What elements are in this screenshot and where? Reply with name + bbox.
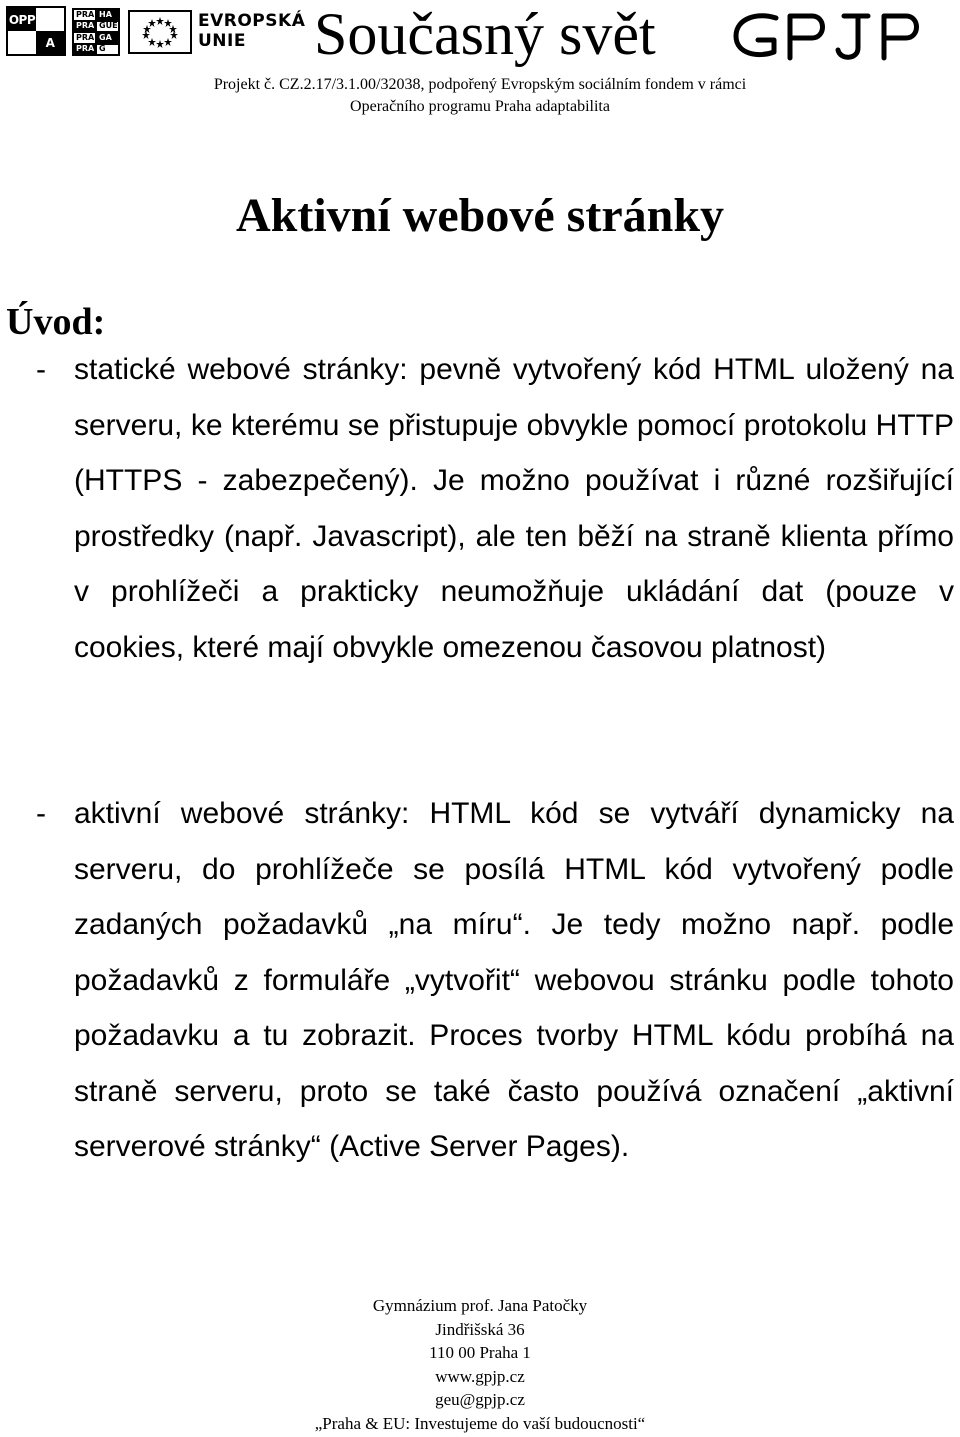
eu-stars-icon xyxy=(136,14,184,50)
praha-logo-cell: GUE xyxy=(96,21,119,33)
footer-street: Jindřišská 36 xyxy=(435,1319,525,1339)
praha-logo-cell: PRA xyxy=(73,9,96,21)
opp-logo-cell xyxy=(36,8,64,31)
opp-logo-cell xyxy=(8,31,36,54)
praha-logo xyxy=(72,8,120,56)
project-info-line: Operačního programu Praha adaptabilita xyxy=(350,98,610,115)
eu-logo-text xyxy=(198,12,305,51)
praha-logo-cell: HA xyxy=(96,9,119,21)
praha-logo-cell: PRA xyxy=(73,32,96,44)
page-footer xyxy=(0,1294,960,1435)
eu-flag-icon xyxy=(128,10,192,54)
brand-title: Současný svět xyxy=(314,1,656,67)
footer-web: www.gpjp.cz xyxy=(435,1366,525,1386)
page-title: Aktivní webové stránky xyxy=(235,189,725,242)
bullet-active-pages: - aktivní webové stránky: HTML kód se vytváří dynamicky na serveru, do prohlížeče se posílá HTML kód vytvořený podle zadaných požadavků „na míru“. Je tedy možno např. podle požadavků z formuláře „vytvořit“ webovou stránku podle tohoto požadavku a tu zobrazit. Proces tvorby HTML kódu probíhá na straně serveru, proto se také často používá označení „aktivní serverové stránky“ (Active Server Pages). xyxy=(74,786,954,1175)
praha-logo-cell: PRA xyxy=(73,44,96,56)
opp-logo xyxy=(6,6,66,56)
footer-city: 110 00 Praha 1 xyxy=(429,1343,531,1362)
footer-email: geu@gpjp.cz xyxy=(435,1390,525,1409)
eu-logo-text-line: EVROPSKÁ xyxy=(198,11,306,31)
praha-logo-cell: PRA xyxy=(73,21,96,33)
eu-logo-text-line: UNIE xyxy=(198,30,246,51)
footer-motto: „Praha & EU: Investujeme do vaší budoucnosti“ xyxy=(314,1413,646,1433)
praha-logo-cell: GA xyxy=(96,32,119,44)
gpjp-logo-icon xyxy=(728,8,954,64)
gpjp-logo-text: GPJP xyxy=(932,48,935,49)
footer-school: Gymnázium prof. Jana Patočky xyxy=(372,1296,588,1315)
bullet-static-pages: - statické webové stránky: pevně vytvořený kód HTML uložený na serveru, ke kterému se přistupuje obvykle pomocí protokolu HTTP (HTTPS - zabezpečený). Je možno používat i různé rozšiřující prostředky (např. Javascript), ale ten běží na straně klienta přímo v prohlížeči a prakticky neumožňuje ukládání dat (pouze v cookies, které mají obvykle omezenou časovou platnost) xyxy=(74,342,954,675)
project-info-line: Projekt č. CZ.2.17/3.1.00/32038, podpořený Evropským sociálním fondem v rámci xyxy=(213,76,747,93)
opp-logo-cell: A xyxy=(36,31,64,54)
section-heading: Úvod: xyxy=(6,301,106,343)
opp-logo-cell: OPP xyxy=(8,8,36,31)
praha-logo-cell: G xyxy=(96,44,119,56)
